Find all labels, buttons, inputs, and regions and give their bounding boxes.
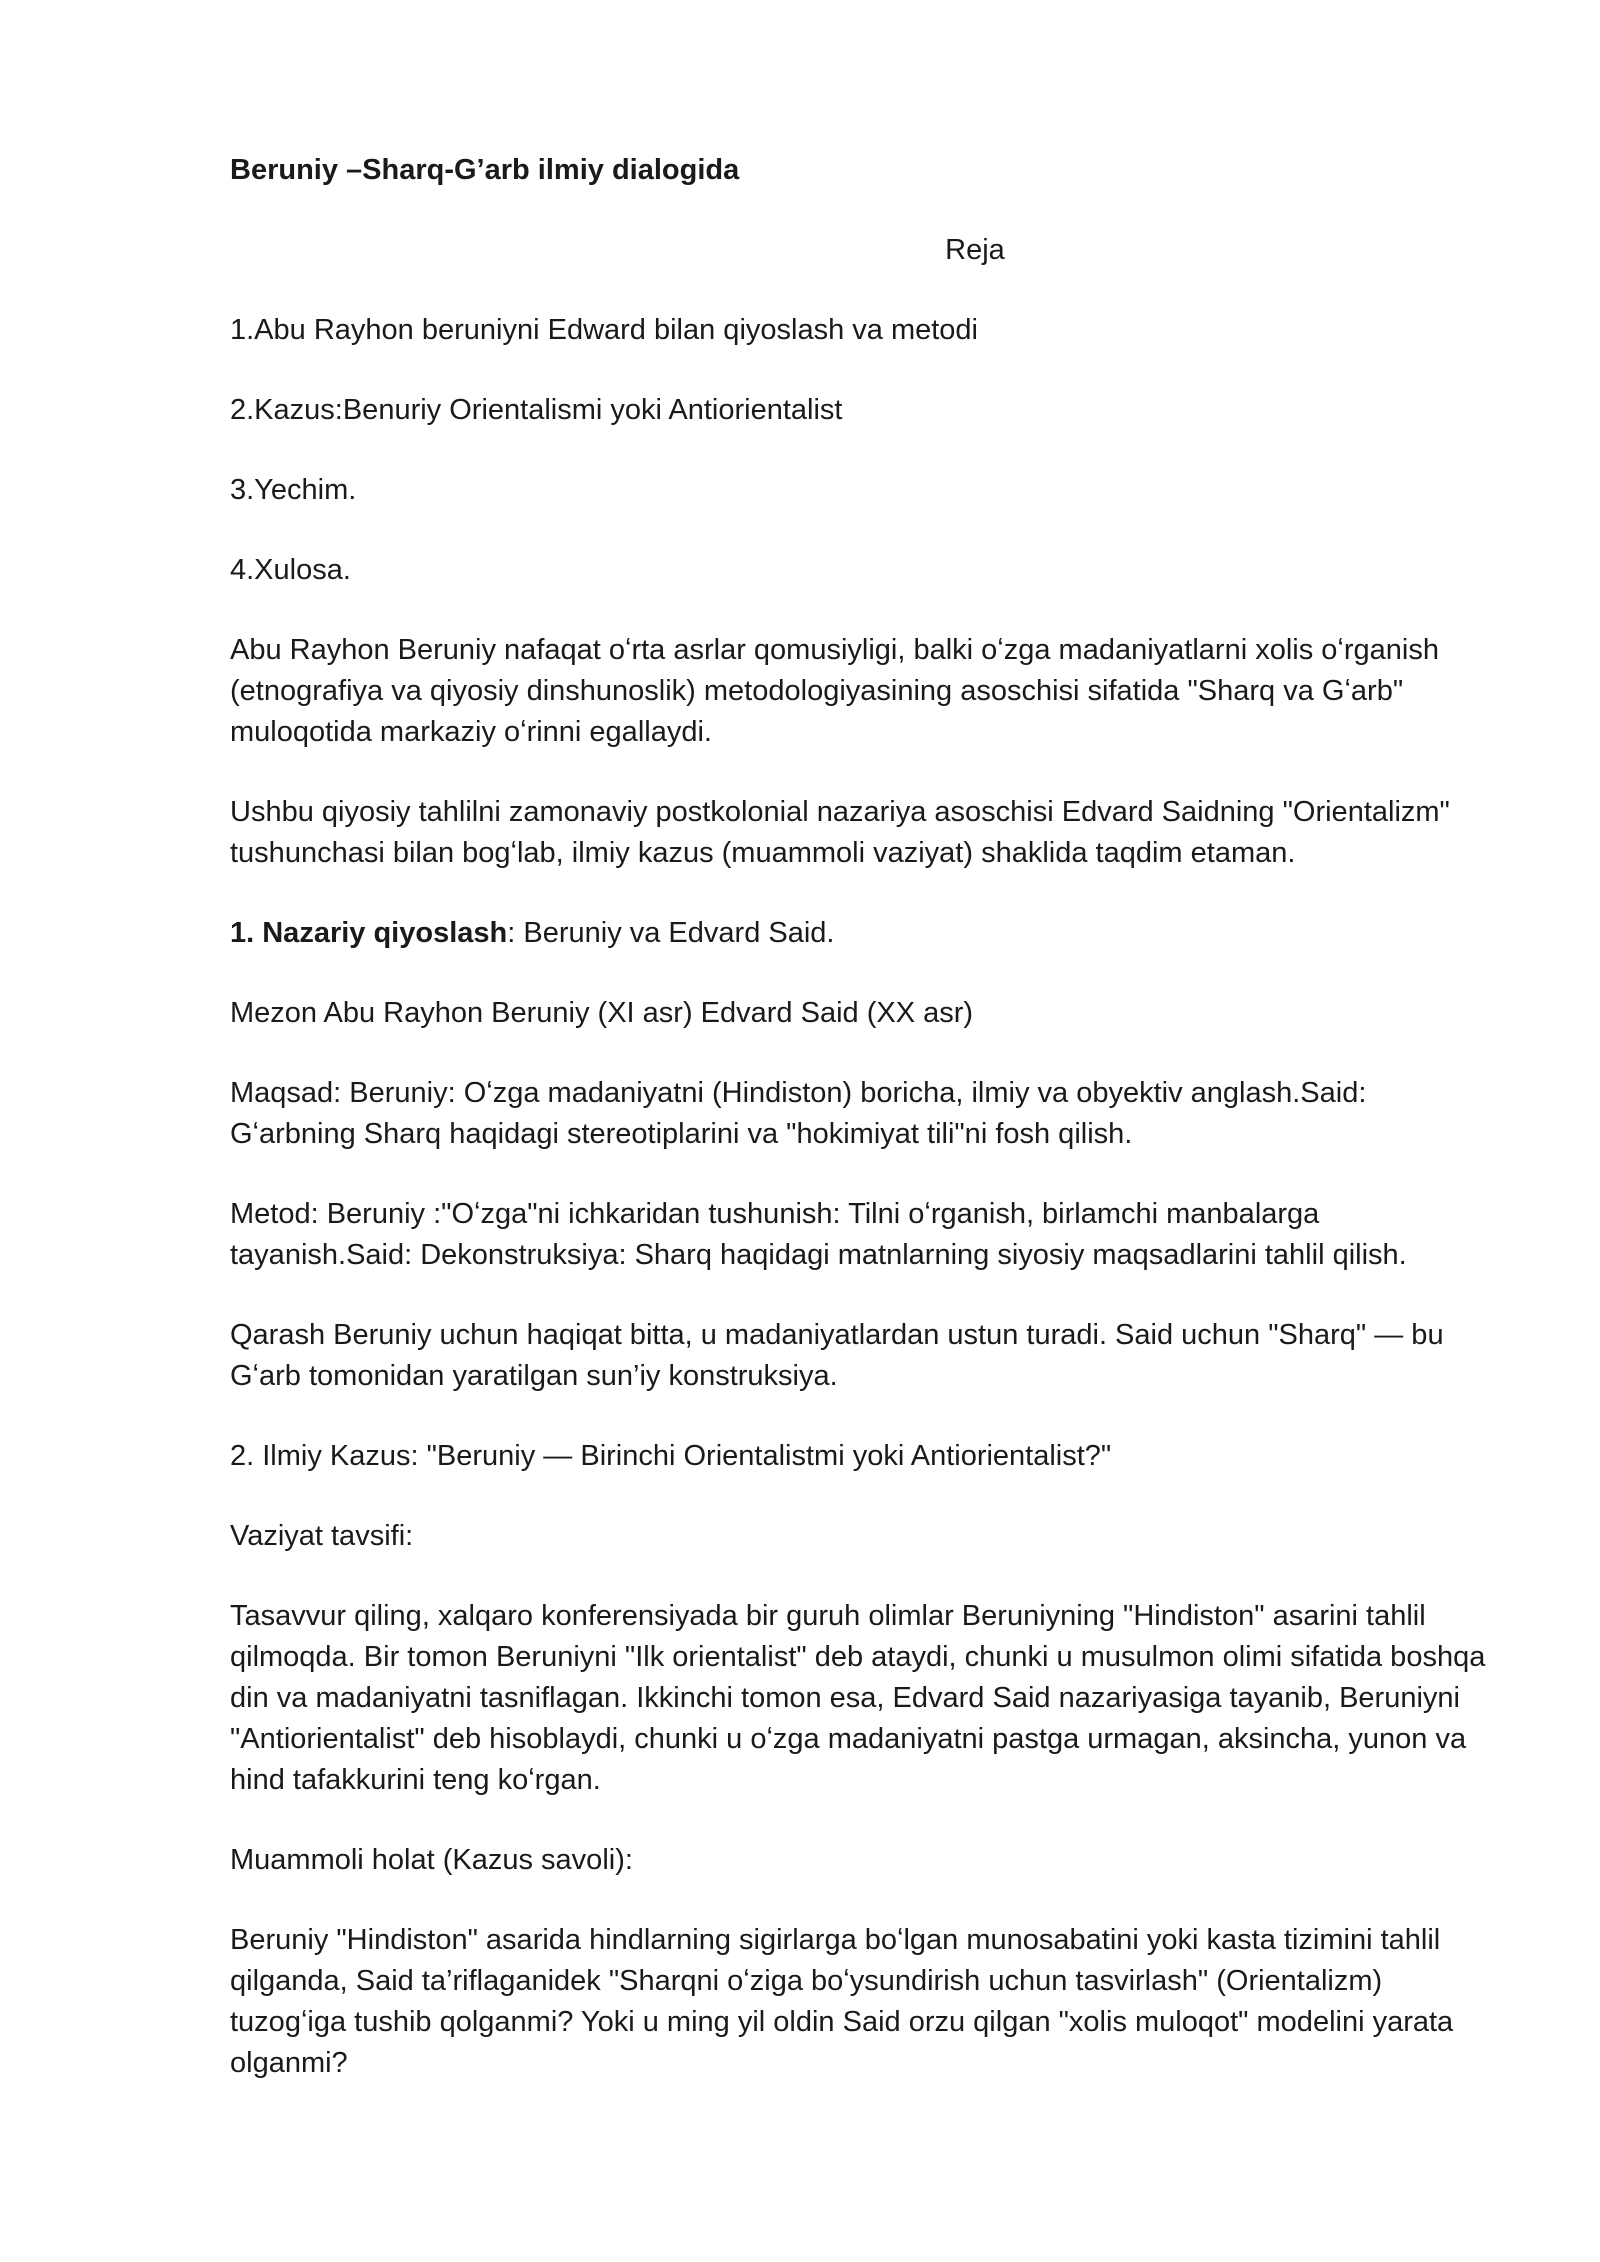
comparison-row: Maqsad: Beruniy: Oʻzga madaniyatni (Hindiston) boricha, ilmiy va obyektiv anglash.Said: Gʻarbning Sharq haqidagi stereotiplarini va "hokimiyat tili"ni fosh qilish. bbox=[230, 1077, 1367, 1150]
problem-label: Muammoli holat (Kazus savoli): bbox=[230, 1844, 633, 1876]
intro-paragraph: Abu Rayhon Beruniy nafaqat oʻrta asrlar qomusiyligi, balki oʻzga madaniyatlarni xolis oʻrganish (etnografiya va qiyosiy dinshunoslik) metodologiyasining asoschisi sifatida "Sharq va Gʻarb" muloqotida markaziy oʻrinni egallaydi. bbox=[230, 634, 1439, 748]
plan-heading: Reja bbox=[945, 234, 1005, 266]
plan-item: 4.Xulosa. bbox=[230, 554, 351, 586]
intro-paragraph: Ushbu qiyosiy tahlilni zamonaviy postkolonial nazariya asoschisi Edvard Saidning "Orientalizm" tushunchasi bilan bogʻlab, ilmiy kazus (muammoli vaziyat) shaklida taqdim etaman. bbox=[230, 796, 1450, 869]
document-title: Beruniy –Sharq-G’arb ilmiy dialogida bbox=[230, 154, 740, 186]
section1-heading bbox=[230, 913, 1490, 954]
section1-heading-rest: : Beruniy va Edvard Said. bbox=[507, 917, 835, 949]
section1-heading-bold: 1. Nazariy qiyoslash bbox=[230, 917, 508, 949]
comparison-row: Metod: Beruniy :"Oʻzga"ni ichkaridan tushunish: Tilni oʻrganish, birlamchi manbalarga tayanish.Said: Dekonstruksiya: Sharq haqidagi matnlarning siyosiy maqsadlarini tahlil qilish. bbox=[230, 1198, 1407, 1271]
situation-label: Vaziyat tavsifi: bbox=[230, 1520, 414, 1552]
problem-paragraph: Beruniy "Hindiston" asarida hindlarning sigirlarga boʻlgan munosabatini yoki kasta tizimini tahlil qilganda, Said ta’riflaganidek "Sharqni oʻziga boʻysundirish uchun tasvirlash" (Orientalizm) tuzogʻiga tushib qolganmi? Yoki u ming yil oldin Said orzu qilgan "xolis muloqot" modelini yarata olganmi? bbox=[230, 1924, 1454, 2079]
comparison-row: Qarash Beruniy uchun haqiqat bitta, u madaniyatlardan ustun turadi. Said uchun "Sharq" — bu Gʻarb tomonidan yaratilgan sun’iy konstruksiya. bbox=[230, 1319, 1444, 1392]
document-body bbox=[230, 150, 1490, 2123]
situation-paragraph: Tasavvur qiling, xalqaro konferensiyada bir guruh olimlar Beruniyning "Hindiston" asarini tahlil qilmoqda. Bir tomon Beruniyni "Ilk orientalist" deb ataydi, chunki u musulmon olimi sifatida boshqa din va madaniyatni tasniflagan. Ikkinchi tomon esa, Edvard Said nazariyasiga tayanib, Beruniyni "Antiorientalist" deb hisoblaydi, chunki u oʻzga madaniyatni pastga urmagan, aksincha, yunon va hind tafakkurini teng koʻrgan. bbox=[230, 1600, 1486, 1796]
plan-item: 1.Abu Rayhon beruniyni Edward bilan qiyoslash va metodi bbox=[230, 314, 978, 346]
comparison-row: Mezon Abu Rayhon Beruniy (XI asr) Edvard Said (XX asr) bbox=[230, 997, 974, 1029]
section2-heading: 2. Ilmiy Kazus: "Beruniy — Birinchi Orientalistmi yoki Antiorientalist?" bbox=[230, 1440, 1112, 1472]
plan-item: 3.Yechim. bbox=[230, 474, 357, 506]
plan-item: 2.Kazus:Benuriy Orientalismi yoki Antiorientalist bbox=[230, 394, 843, 426]
